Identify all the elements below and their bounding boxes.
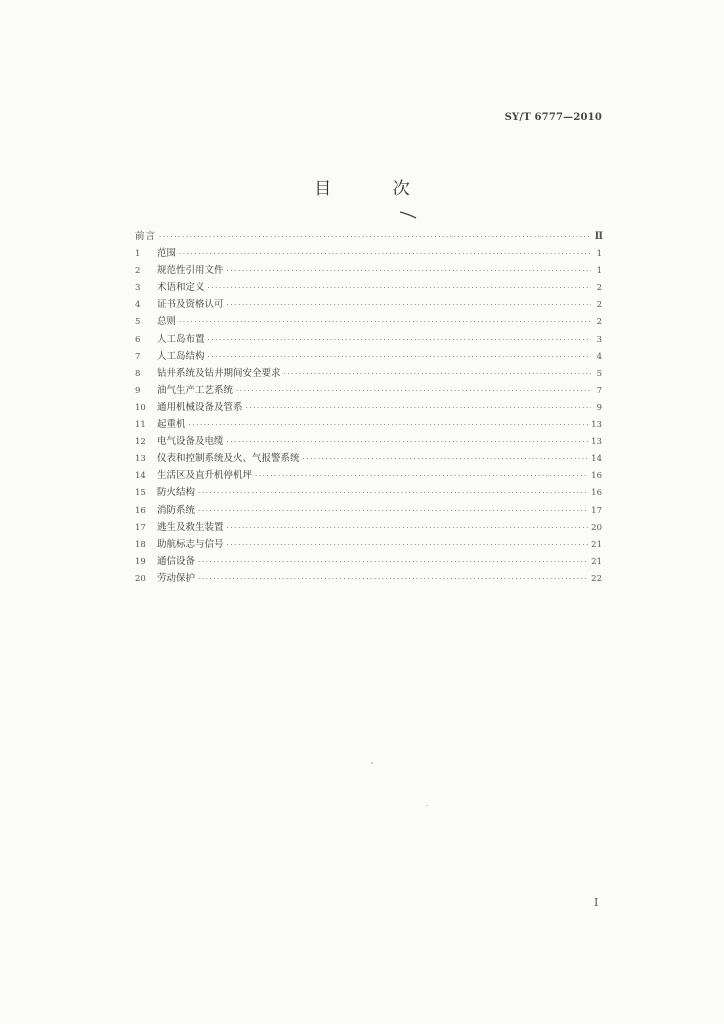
toc-entry[interactable] <box>135 245 602 262</box>
toc-leader-dots <box>236 383 591 400</box>
toc-entry-page: 22 <box>591 573 602 584</box>
toc-entry-page: 16 <box>591 488 602 499</box>
toc-entry-page: 13 <box>591 420 602 431</box>
toc-leader-dots <box>303 451 589 468</box>
toc-entry-title: 范围 <box>157 248 177 260</box>
toc-entry-page: 2 <box>596 300 602 311</box>
toc-entry-number: 7 <box>135 351 141 362</box>
toc-entry[interactable] <box>135 519 602 536</box>
toc-entry[interactable] <box>135 313 602 330</box>
toc-leader-dots <box>246 400 591 417</box>
toc-entry[interactable] <box>135 382 602 399</box>
toc-entry-page: 20 <box>591 522 602 533</box>
toc-entry[interactable] <box>135 262 602 279</box>
toc-entry-title: 生活区及直升机停机坪 <box>157 470 253 482</box>
toc-entry-page: 2 <box>596 317 602 328</box>
toc-entry-number: 17 <box>135 522 146 533</box>
toc-entry-title: 电气设备及电缆 <box>157 436 224 448</box>
toc-entry-title: 劳动保护 <box>157 572 196 584</box>
toc-entry-title: 术语和定义 <box>157 282 205 294</box>
toc-entry-title: 人工岛布置 <box>157 333 205 345</box>
toc-leader-dots <box>159 229 591 246</box>
toc-entry[interactable] <box>135 331 602 348</box>
toc-entry[interactable] <box>135 228 602 245</box>
title-underline-mark <box>399 211 417 219</box>
scan-speck <box>371 762 373 764</box>
toc-entry-page: 9 <box>596 402 602 413</box>
toc-entry-page: 3 <box>596 334 602 345</box>
toc-entry-number: 12 <box>135 437 146 448</box>
toc-entry-number: 4 <box>135 300 141 311</box>
page-number: I <box>594 896 599 909</box>
toc-entry-page: 21 <box>591 539 602 550</box>
toc-entry[interactable] <box>135 348 602 365</box>
toc-entry-page: 17 <box>591 505 602 516</box>
toc-entry-title: 起重机 <box>157 419 186 431</box>
toc-entry-title: 通用机械设备及管系 <box>157 401 243 413</box>
page-title: 目 次 <box>314 179 438 199</box>
toc-entry-page: Ⅱ <box>594 231 602 242</box>
toc-entry-title: 防火结构 <box>157 487 196 499</box>
toc-entry[interactable] <box>135 296 602 313</box>
toc-entry-title: 前言 <box>135 231 157 242</box>
toc-leader-dots <box>284 366 591 383</box>
toc-entry-title: 仪表和控制系统及火、气报警系统 <box>157 453 300 465</box>
toc-entry-number: 10 <box>135 402 146 413</box>
toc-leader-dots <box>227 263 591 280</box>
toc-entry[interactable] <box>135 467 602 484</box>
toc-entry-page: 21 <box>591 556 602 567</box>
toc-leader-dots <box>227 297 591 314</box>
toc-leader-dots <box>189 417 589 434</box>
toc-entry[interactable] <box>135 279 602 296</box>
toc-entry-title: 总则 <box>157 316 177 328</box>
toc-entry[interactable] <box>135 365 602 382</box>
toc-entry[interactable] <box>135 416 602 433</box>
toc-entry[interactable] <box>135 399 602 416</box>
toc-leader-dots <box>198 485 588 502</box>
toc-entry-page: 4 <box>596 351 602 362</box>
toc-entry-page: 7 <box>596 385 602 396</box>
toc-entry-number: 15 <box>135 488 146 499</box>
toc-entry-page: 5 <box>596 368 602 379</box>
standard-code: SY/T 6777—2010 <box>504 112 602 123</box>
toc-leader-dots <box>198 571 588 588</box>
toc-leader-dots <box>208 280 591 297</box>
toc-leader-dots <box>208 349 591 366</box>
toc-entry-number: 1 <box>135 249 141 260</box>
toc-entry[interactable] <box>135 553 602 570</box>
toc-leader-dots <box>179 314 591 331</box>
toc-entry-title: 规范性引用文件 <box>157 265 224 277</box>
toc-entry-title: 人工岛结构 <box>157 350 205 362</box>
toc-entry[interactable] <box>135 433 602 450</box>
toc-entry-number: 6 <box>135 334 141 345</box>
toc-entry[interactable] <box>135 536 602 553</box>
toc-entry-number: 20 <box>135 573 146 584</box>
toc-entry-title: 油气生产工艺系统 <box>157 384 234 396</box>
toc-leader-dots <box>198 554 588 571</box>
toc-entry-title: 助航标志与信号 <box>157 538 224 550</box>
toc-entry[interactable] <box>135 570 602 587</box>
toc-entry-number: 14 <box>135 471 146 482</box>
toc-entry-page: 14 <box>591 454 602 465</box>
toc-entry-title: 消防系统 <box>157 504 196 516</box>
toc-entry-number: 11 <box>135 420 146 431</box>
toc-entry[interactable] <box>135 484 602 501</box>
toc-entry-number: 16 <box>135 505 146 516</box>
toc-entry-number: 8 <box>135 368 141 379</box>
toc-entry-number: 2 <box>135 266 141 277</box>
toc-entry-page: 13 <box>591 437 602 448</box>
toc-leader-dots <box>198 503 588 520</box>
toc-entry-number: 18 <box>135 539 146 550</box>
toc-entry-page: 1 <box>596 266 602 277</box>
toc-entry-number: 19 <box>135 556 146 567</box>
toc-leader-dots <box>227 434 589 451</box>
toc-leader-dots <box>208 332 591 349</box>
toc-entry-title: 钻井系统及钻井期间安全要求 <box>157 367 281 379</box>
toc-entry-page: 2 <box>596 283 602 294</box>
toc-entry[interactable] <box>135 502 602 519</box>
toc-entry-number: 5 <box>135 317 141 328</box>
toc-entry-title: 逃生及救生装置 <box>157 521 224 533</box>
toc-leader-dots <box>255 468 588 485</box>
scan-speck <box>426 805 428 806</box>
table-of-contents <box>135 228 602 587</box>
toc-entry-page: 1 <box>596 249 602 260</box>
toc-entry-number: 13 <box>135 454 146 465</box>
toc-entry[interactable] <box>135 450 602 467</box>
toc-entry-number: 9 <box>135 385 141 396</box>
toc-entry-number: 3 <box>135 283 141 294</box>
toc-entry-title: 证书及资格认可 <box>157 299 224 311</box>
toc-leader-dots <box>227 537 589 554</box>
toc-entry-page: 16 <box>591 471 602 482</box>
toc-leader-dots <box>227 520 589 537</box>
toc-entry-title: 通信设备 <box>157 555 196 567</box>
toc-leader-dots <box>179 246 591 263</box>
